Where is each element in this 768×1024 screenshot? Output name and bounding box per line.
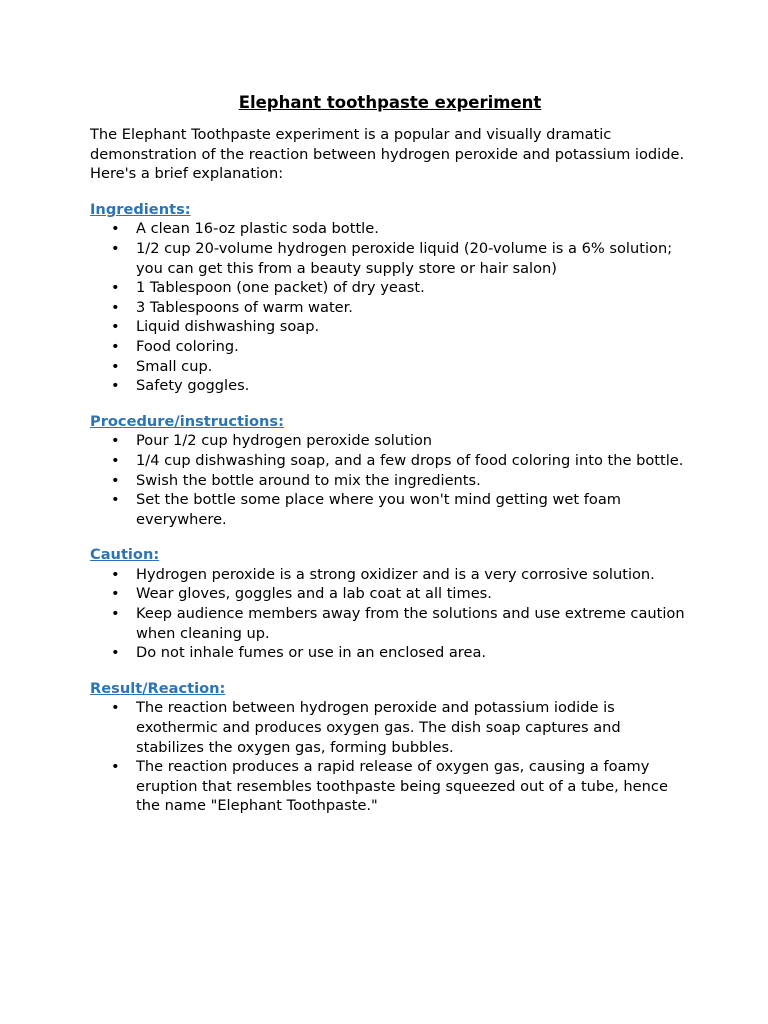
intro-paragraph: The Elephant Toothpaste experiment is a popular and visually dramatic demonstration of the reaction between hydrogen peroxide and potassium iodide. Here's a brief explanation:	[90, 126, 685, 183]
bullet-list-result	[90, 698, 690, 816]
list-item-text: Small cup.	[136, 357, 213, 375]
list-item-text: Swish the bottle around to mix the ingredients.	[136, 471, 481, 489]
list-item	[90, 565, 690, 585]
section-ingredients	[90, 200, 690, 396]
bullet-icon: •	[111, 585, 120, 603]
list-item	[90, 376, 690, 396]
list-item-text: The reaction between hydrogen peroxide and potassium iodide is exothermic and produces oxygen gas. The dish soap captures and stabilizes the oxygen gas, forming bubbles.	[136, 699, 621, 756]
list-item	[90, 219, 690, 239]
section-caution	[90, 545, 690, 663]
list-item-text: Do not inhale fumes or use in an enclosed area.	[136, 644, 487, 662]
bullet-icon: •	[111, 699, 120, 717]
bullet-icon: •	[111, 239, 120, 257]
bullet-icon: •	[111, 220, 120, 238]
bullet-icon: •	[111, 565, 120, 583]
bullet-icon: •	[111, 318, 120, 336]
bullet-icon: •	[111, 471, 120, 489]
list-item	[90, 471, 690, 491]
list-item	[90, 298, 690, 318]
document-title: Elephant toothpaste experiment	[238, 93, 542, 112]
list-item-text: Set the bottle some place where you won't mind getting wet foam everywhere.	[136, 491, 621, 528]
bullet-list-procedure	[90, 431, 690, 529]
document-page	[90, 92, 690, 832]
bullet-icon: •	[111, 432, 120, 450]
list-item	[90, 239, 690, 278]
list-item	[90, 698, 690, 757]
list-item-text: 1 Tablespoon (one packet) of dry yeast.	[136, 279, 425, 297]
bullet-icon: •	[111, 644, 120, 662]
list-item	[90, 357, 690, 377]
bullet-icon: •	[111, 357, 120, 375]
list-item-text: Food coloring.	[136, 337, 239, 355]
sections-container	[90, 200, 690, 816]
section-result	[90, 679, 690, 816]
list-item-text: Keep audience members away from the solutions and use extreme caution when cleaning up.	[136, 605, 685, 642]
section-heading-caution: Caution:	[90, 546, 160, 564]
section-heading-result: Result/Reaction:	[90, 679, 226, 697]
list-item-text: 3 Tablespoons of warm water.	[136, 298, 353, 316]
list-item-text: 1/4 cup dishwashing soap, and a few drops of food coloring into the bottle.	[136, 451, 684, 469]
list-item	[90, 604, 690, 643]
list-item-text: The reaction produces a rapid release of oxygen gas, causing a foamy eruption that resembles toothpaste being squeezed out of a tube, hence the name "Elephant Toothpaste."	[136, 758, 668, 815]
list-item-text: Hydrogen peroxide is a strong oxidizer and is a very corrosive solution.	[136, 565, 655, 583]
bullet-list-caution	[90, 565, 690, 663]
list-item-text: A clean 16-oz plastic soda bottle.	[136, 220, 379, 238]
section-heading-ingredients: Ingredients:	[90, 200, 191, 218]
bullet-icon: •	[111, 337, 120, 355]
list-item-text: 1/2 cup 20-volume hydrogen peroxide liquid (20-volume is a 6% solution; you can get this from a beauty supply store or hair salon)	[136, 239, 673, 277]
list-item-text: Liquid dishwashing soap.	[136, 318, 320, 336]
section-procedure	[90, 412, 690, 530]
list-item	[90, 337, 690, 357]
bullet-icon: •	[111, 298, 120, 316]
list-item-text: Safety goggles.	[136, 377, 250, 395]
list-item	[90, 317, 690, 337]
list-item	[90, 490, 690, 529]
list-item	[90, 643, 690, 663]
bullet-list-ingredients	[90, 219, 690, 395]
list-item	[90, 278, 690, 298]
bullet-icon: •	[111, 451, 120, 469]
bullet-icon: •	[111, 605, 120, 623]
list-item	[90, 451, 690, 471]
section-heading-procedure: Procedure/instructions:	[90, 412, 284, 430]
bullet-icon: •	[111, 491, 120, 509]
list-item-text: Wear gloves, goggles and a lab coat at all times.	[136, 585, 492, 603]
list-item-text: Pour 1/2 cup hydrogen peroxide solution	[136, 432, 433, 450]
bullet-icon: •	[111, 377, 120, 395]
list-item	[90, 584, 690, 604]
list-item	[90, 757, 690, 816]
bullet-icon: •	[111, 279, 120, 297]
list-item	[90, 431, 690, 451]
bullet-icon: •	[111, 758, 120, 776]
